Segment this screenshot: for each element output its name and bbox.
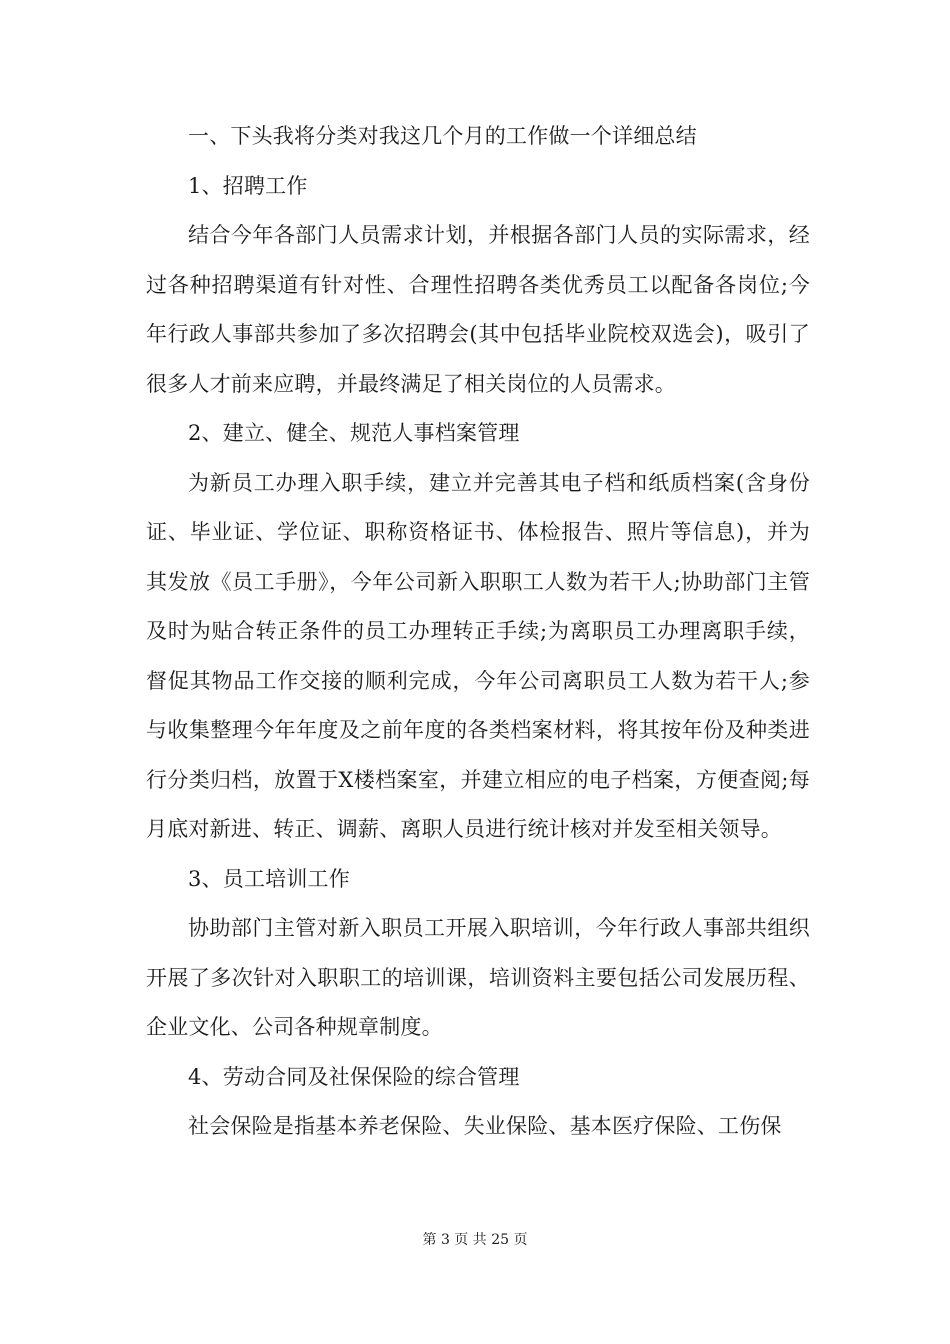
section-heading-recruitment: 1、招聘工作 [188, 173, 308, 198]
section-heading-archives: 2、建立、健全、规范人事档案管理 [188, 421, 520, 445]
section-heading-summary: 一、下头我将分类对我这几个月的工作做一个详细总结 [188, 124, 697, 148]
paragraph-recruitment: 结合今年各部门人员需求计划，并根据各部门人员的实际需求，经过各种招聘渠道有针对性、合理性招聘各类优秀员工以配备各岗位;今年行政人事部共参加了多次招聘会(其中包括毕业院校双选会)，吸引了很多人才前来应聘，并最终满足了相关岗位的人员需求。 [146, 223, 810, 396]
paragraph-training: 协助部门主管对新入职员工开展入职培训，今年行政人事部共组织开展了多次针对入职职工的培训课，培训资料主要包括公司发展历程、企业文化、公司各种规章制度。 [146, 916, 810, 1039]
section-heading-contracts: 4、劳动合同及社保保险的综合管理 [188, 1064, 520, 1089]
section-heading-training: 3、员工培训工作 [188, 866, 350, 891]
page-number-footer: 第 3 页 共 25 页 [422, 1232, 528, 1248]
paragraph-archives: 为新员工办理入职手续，建立并完善其电子档和纸质档案(含身份证、毕业证、学位证、职称资格证书、体检报告、照片等信息)，并为其发放《员工手册》，今年公司新入职职工人数为若干人;协助部门主管及时为贴合转正条件的员工办理转正手续;为离职员工办理离职手续，督促其物品工作交接的顺利完成，今年公司离职员工人数为若干人;参与收集整理今年年度及之前年度的各类档案材料，将其按年份及种类进行分类归档，放置于X楼档案室，并建立相应的电子档案，方便查阅;每月底对新进、转正、调薪、离职人员进行统计核对并发至相关领导。 [146, 470, 810, 841]
document-body [146, 112, 810, 1152]
paragraph-insurance: 社会保险是指基本养老保险、失业保险、基本医疗保险、工伤保 [188, 1114, 782, 1138]
